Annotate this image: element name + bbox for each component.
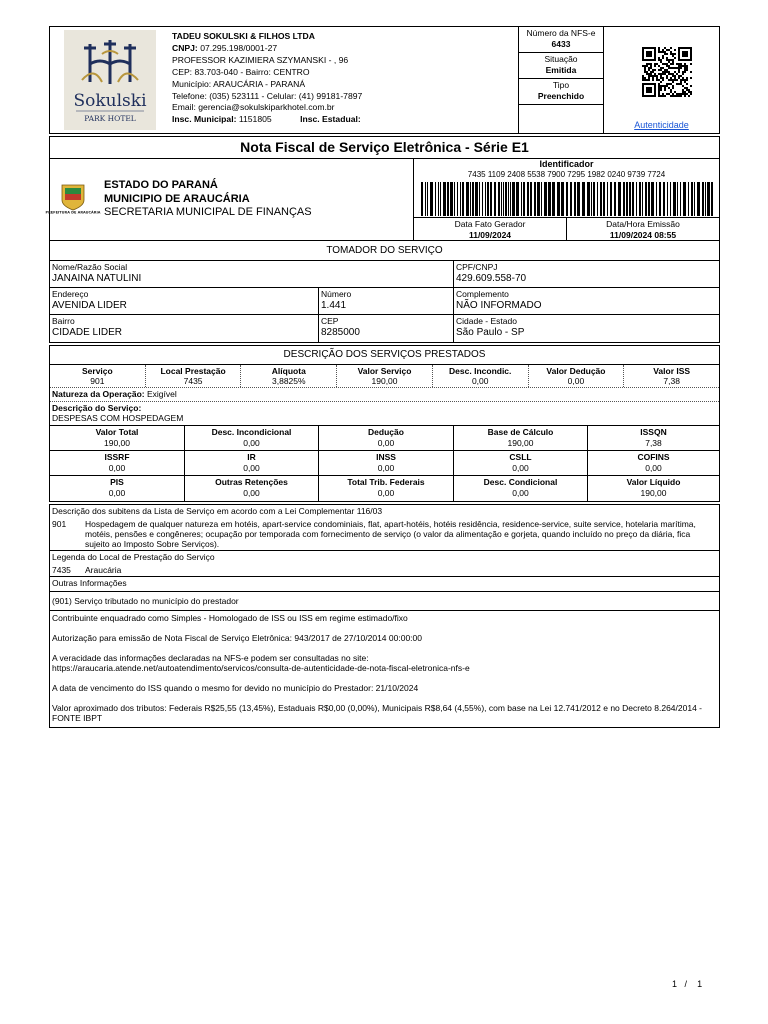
- customer-cpf: 429.609.558-70: [456, 273, 527, 284]
- municipality-name: MUNICIPIO DE ARAUCÁRIA: [104, 192, 250, 205]
- government-block: [45, 159, 413, 240]
- service-col-3: Valor Serviço 190,00: [336, 365, 432, 387]
- legal-notes: Contribuinte enquadrado como Simples - Homologado de ISS ou ISS em regime estimado/fixo Autorização para emissão de Nota Fiscal de Serviço Eletrônica: 943/2017 de 27/10/2014 00:00:00 A veracidade das informações declaradas na NFS-e podem ser consultadas no site: https://araucaria.atende.net/autoatendimento/servicos/consulta-de-autenticidade-de-nota-fiscal-eletronica-nfs-e A data de vencimento do ISS quando o mesmo for devido no município do Prestador: 21/10/2024 Valor aproximado dos tributos: Federais R$25,55 (13,45%), Estaduais R$0,00 (0,00%), Municipais R$8,64 (4,55%), com base na Lei 12.741/2012 e no Decreto 8.264/2014 - FONTE IBPT: [52, 613, 703, 723]
- services-table: [50, 365, 719, 388]
- customer-district: CIDADE LIDER: [52, 327, 123, 338]
- identifier-value: 7435 1109 2408 5538 7900 7295 1982 0240 9739 7724: [467, 170, 666, 179]
- service-col-1: Local Prestação 7435: [145, 365, 241, 387]
- customer-name: JANAINA NATULINI: [52, 273, 142, 284]
- barcode-icon: [421, 182, 713, 216]
- city-seal-icon: [45, 182, 101, 218]
- service-description: Descrição do Serviço: DESPESAS COM HOSPEDAGEM: [50, 402, 719, 426]
- services-box: [49, 345, 720, 502]
- nfse-empty-cell: [519, 105, 603, 133]
- issuer-cnpj: CNPJ: 07.295.198/0001-27: [172, 42, 278, 53]
- authenticity-link[interactable]: Autenticidade: [634, 120, 689, 130]
- hotel-logo-icon: [64, 30, 156, 130]
- identifier-block: [413, 159, 719, 240]
- customer-number: 1.441: [321, 300, 347, 311]
- totals-row-3: PIS 0,00 Outras Retenções 0,00 Total Trib. Federais 0,00 Desc. Condicional 0,00 Valor Líquido 190,00: [50, 476, 719, 501]
- qr-code-icon[interactable]: [642, 47, 692, 97]
- issuer-city: Município: ARAUCÁRIA - PARANÁ: [172, 78, 306, 89]
- totals-row-1: Valor Total 190,00 Desc. Incondicional 0,00 Dedução 0,00 Base de Cálculo 190,00 ISSQN 7,38: [50, 426, 719, 451]
- nfse-number-cell: Número da NFS-e 6433: [519, 27, 603, 53]
- customer-row-1: [50, 261, 719, 288]
- hotel-logo: [50, 27, 170, 133]
- customer-complement: NÃO INFORMADO: [456, 300, 542, 311]
- issuer-name: TADEU SOKULSKI & FILHOS LTDA: [172, 31, 315, 41]
- identifier-label: Identificador: [539, 159, 594, 169]
- service-subitems: Descrição dos subitens da Lista de Serviço em acordo com a Lei Complementar 116/03 901 Hospedagem de qualquer natureza em hotéis, apart-service condominiais, flat, apart-hotéis, hotéis residência, residence-service, suite service, hotelaria marítima, motéis, pensões e congêneres; ocupação por temporada com fornecimento de serviço (o valor da alimentação e gorjeta, quando incluído no preço da diária, fica sujeito ao Imposto Sobre Serviços).: [50, 505, 719, 551]
- nfse-main: [45, 136, 720, 343]
- service-col-4: Desc. Incondic. 0,00: [432, 365, 528, 387]
- fact-date: 11/09/2024: [468, 229, 512, 240]
- customer-name-cell: Nome/Razão Social JANAINA NATULINI: [50, 261, 453, 287]
- service-col-6: Valor ISS 7,38: [623, 365, 719, 387]
- issuer-cep: CEP: 83.703-040 - Bairro: CENTRO: [172, 66, 310, 77]
- nfse-number: 6433: [551, 39, 571, 49]
- nfse-type: Preenchido: [537, 91, 585, 101]
- customer-number-cell: Número 1.441: [318, 288, 453, 314]
- fact-date-cell: Data Fato Gerador 11/09/2024: [414, 218, 566, 240]
- additional-info-box: [49, 504, 720, 728]
- nfse-situation: Emitida: [545, 65, 577, 75]
- qr-panel: [604, 27, 719, 133]
- customer-row-3: [50, 315, 719, 342]
- customer-address-cell: Endereço AVENIDA LIDER: [50, 288, 318, 314]
- services-section-title: DESCRIÇÃO DOS SERVIÇOS PRESTADOS: [50, 346, 719, 365]
- issuer-inscriptions: Insc. Municipal: 1151805 Insc. Estadual:: [172, 114, 361, 125]
- svg-text:Sokulski: Sokulski: [73, 91, 147, 111]
- issuer-address: PROFESSOR KAZIMIERA SZYMANSKI - , 96: [172, 54, 349, 65]
- nfse-type-cell: Tipo Preenchido: [519, 79, 603, 105]
- issuer-header: [49, 26, 720, 134]
- nfse-situation-cell: Situação Emitida: [519, 53, 603, 79]
- issuer-email: Email: gerencia@sokulskiparkhotel.com.br: [172, 102, 335, 113]
- service-col-0: Serviço 901: [82, 366, 113, 386]
- page-counter: 1 / 1: [672, 979, 703, 989]
- location-legend: Legenda do Local de Prestação do Serviço 7435 Araucária: [50, 551, 719, 577]
- customer-city: São Paulo - SP: [456, 327, 525, 338]
- customer-cpf-cell: CPF/CNPJ 429.609.558-70: [453, 261, 719, 287]
- secretariat-name: SECRETARIA MUNICIPAL DE FINANÇAS: [104, 206, 312, 219]
- customer-complement-cell: Complemento NÃO INFORMADO: [453, 288, 719, 314]
- customer-cep: 8285000: [321, 327, 360, 338]
- customer-row-2: [50, 288, 719, 315]
- customer-address: AVENIDA LIDER: [52, 300, 127, 311]
- other-info-title: Outras Informações: [50, 577, 719, 592]
- nfse-status-panel: [518, 27, 604, 133]
- customer-cep-cell: CEP 8285000: [318, 315, 453, 342]
- customer-district-cell: Bairro CIDADE LIDER: [50, 315, 318, 342]
- issuer-phone: Telefone: (035) 523111 - Celular: (41) 99181-7897: [172, 90, 363, 101]
- svg-text:PARK HOTEL: PARK HOTEL: [84, 114, 136, 123]
- nfse-document: [45, 26, 720, 728]
- issuer-info: [170, 27, 518, 133]
- customer-section-title: TOMADOR DO SERVIÇO: [50, 241, 719, 261]
- emission-date: 11/09/2024 08:55: [609, 229, 677, 240]
- service-col-2: Alíquota 3,8825%: [240, 365, 336, 387]
- state-name: ESTADO DO PARANÁ: [104, 179, 218, 192]
- document-title: Nota Fiscal de Serviço Eletrônica - Série E1: [50, 137, 719, 159]
- tax-location-note: (901) Serviço tributado no município do prestador: [50, 592, 719, 611]
- svg-text:PREFEITURA DE ARAUCÁRIA: PREFEITURA DE ARAUCÁRIA: [45, 210, 101, 214]
- government-and-id: [45, 159, 719, 241]
- totals-row-2: ISSRF 0,00 IR 0,00 INSS 0,00 CSLL 0,00 COFINS 0,00: [50, 451, 719, 476]
- service-col-5: Valor Dedução 0,00: [528, 365, 624, 387]
- customer-city-cell: Cidade - Estado São Paulo - SP: [453, 315, 719, 342]
- operation-nature: Natureza da Operação: Exigível: [50, 388, 719, 402]
- emission-date-cell: Data/Hora Emissão 11/09/2024 08:55: [566, 218, 719, 240]
